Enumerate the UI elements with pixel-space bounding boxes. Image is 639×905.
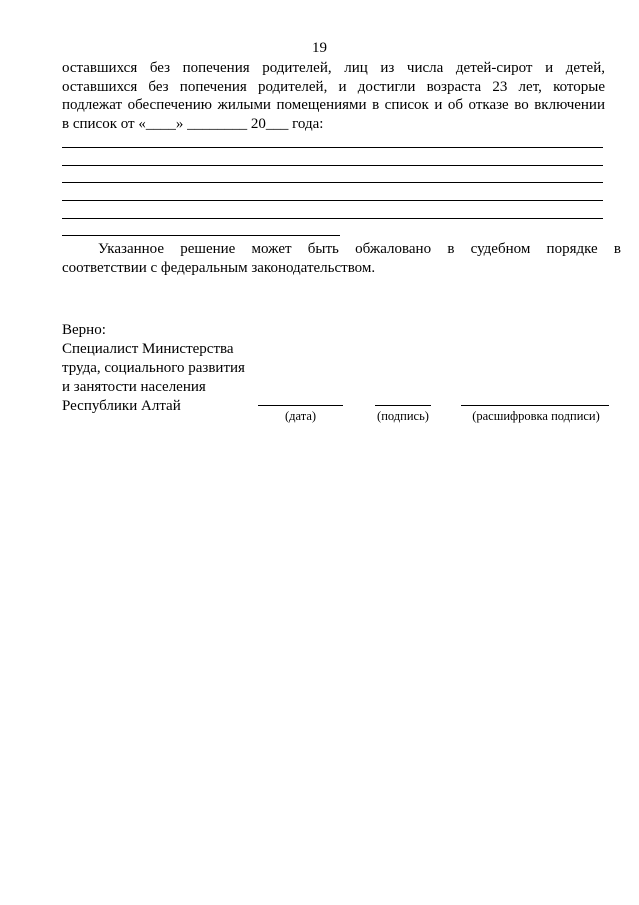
blank-fill-line	[62, 147, 603, 148]
blank-fill-line	[62, 218, 603, 219]
decoding-caption: (расшифровка подписи)	[472, 409, 600, 423]
appeal-line: соответствии с федеральным законодательством.	[62, 260, 376, 276]
appeal-notice	[62, 240, 621, 278]
position-line: Республики Алтай	[62, 398, 181, 414]
blank-fill-line-short	[62, 235, 340, 236]
signature-decoding-blank	[461, 405, 609, 406]
certification-block	[62, 321, 245, 416]
paragraph-line: подлежат обеспечению жилыми помещениями в список и об отказе во включении	[62, 97, 605, 113]
decision-paragraph	[62, 59, 605, 133]
paragraph-line: в список от «____» ________ 20___ года:	[62, 115, 324, 132]
position-line: и занятости населения	[62, 379, 206, 395]
appeal-line: Указанное решение может быть обжаловано в судебном порядке в	[98, 241, 621, 257]
blank-fill-line	[62, 182, 603, 183]
paragraph-line: оставшихся без попечения родителей, и достигли возраста 23 лет, которые	[62, 78, 605, 95]
verno-label: Верно:	[62, 322, 106, 338]
signature-caption: (подпись)	[377, 409, 429, 423]
blank-fill-line	[62, 200, 603, 201]
page-number: 19	[312, 40, 327, 56]
signature-blank	[375, 405, 431, 406]
date-blank	[258, 405, 343, 406]
paragraph-line: оставшихся без попечения родителей, лиц из числа детей-сирот и детей,	[62, 60, 605, 76]
date-caption: (дата)	[284, 409, 317, 423]
position-line: труда, социального развития	[62, 360, 245, 376]
position-line: Специалист Министерства	[62, 341, 234, 357]
blank-fill-line	[62, 165, 603, 166]
